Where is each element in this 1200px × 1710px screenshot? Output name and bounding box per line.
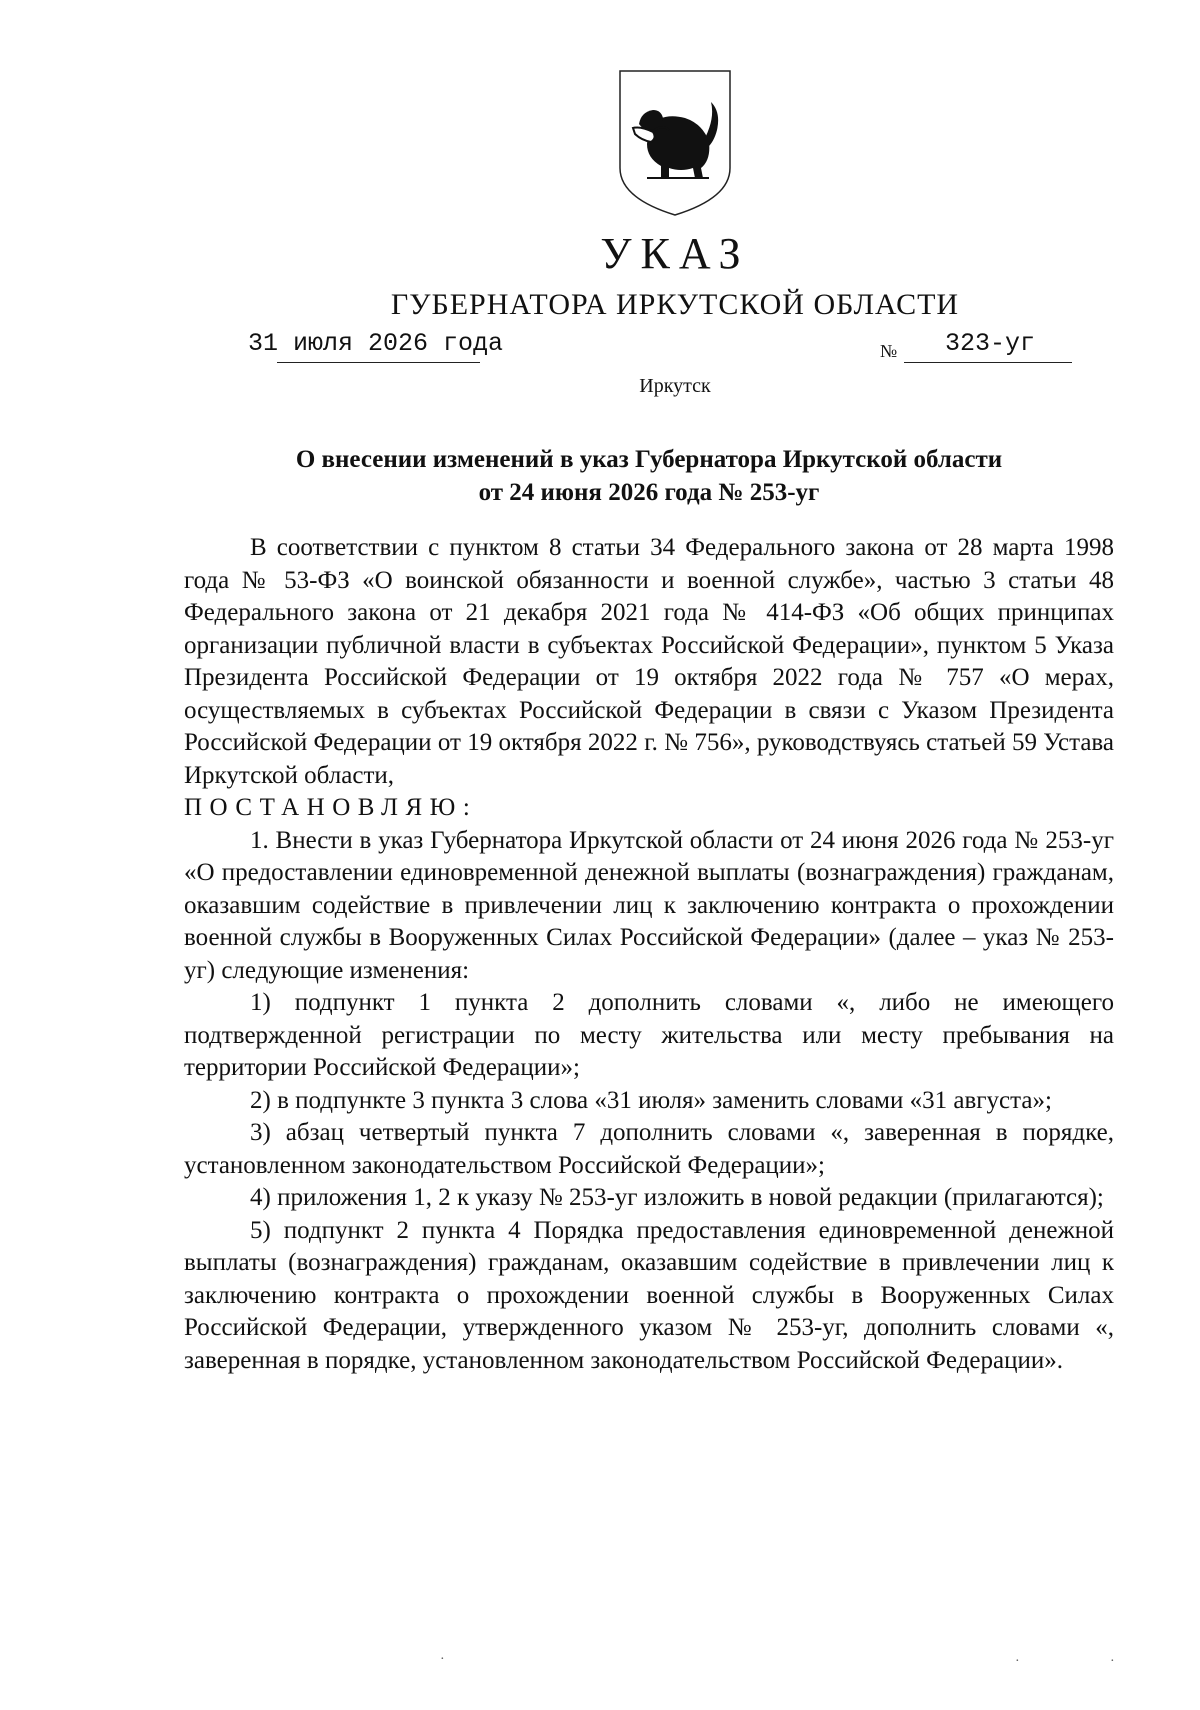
item-1-paragraph: 1. Внести в указ Губернатора Иркутской области от 24 июня 2026 года № 253-уг «О предоставлении единовременной денежной выплаты (вознаграждения) гражданам, оказавшим содействие в привлечении лиц к заключению контракта о прохождении военной службы в Вооруженных Силах Российской Федерации» (далее – указ № 253-уг) следующие изменения: xyxy=(184,826,1114,984)
decree-heading: УКАЗ xyxy=(600,229,750,278)
scan-speck: · xyxy=(440,1652,445,1667)
subitem-1-paragraph: 1) подпункт 1 пункта 2 дополнить словами «, либо не имеющего подтвержденной регистрации по месту жительства или месту пребывания на территории Российской Федерации»; xyxy=(184,989,1114,1081)
decree-date: 31 июля 2026 года xyxy=(248,329,504,358)
preamble-paragraph: В соответствии с пунктом 8 статьи 34 Федерального закона от 28 марта 1998 года № 53-ФЗ «О воинской обязанности и военной службе», частью 3 статьи 48 Федерального закона от 21 декабря 2021 года № 414-ФЗ «Об общих принципах организации публичной власти в субъектах Российской Федерации», пунктом 5 Указа Президента Российской Федерации от 19 октября 2022 года № 757 «О мерах, осуществляемых в субъектах Российской Федерации в связи с Указом Президента Российской Федерации от 19 октября 2022 г. № 756», руководствуясь статьей 59 Устава Иркутской области, xyxy=(184,534,1114,789)
date-underline xyxy=(277,362,480,363)
resolve-word: ПОСТАНОВЛЯЮ: xyxy=(184,794,478,821)
scan-speck: · xyxy=(1015,1654,1020,1669)
number-label: № xyxy=(880,341,898,361)
issuer-heading: ГУБЕРНАТОРА ИРКУТСКОЙ ОБЛАСТИ xyxy=(390,288,960,321)
document-body xyxy=(184,532,1114,1377)
number-underline xyxy=(904,362,1072,363)
decree-number: 323-уг xyxy=(945,329,1036,358)
subitem-2-paragraph: 2) в подпункте 3 пункта 3 слова «31 июля» заменить словами «31 августа»; xyxy=(250,1086,1052,1114)
subitem-3-paragraph: 3) абзац четвертый пункта 7 дополнить словами «, заверенная в порядке, установленном законодательством Российской Федерации»; xyxy=(184,1119,1114,1179)
irkutsk-coat-of-arms-icon xyxy=(617,68,733,218)
document-title-line-2: от 24 июня 2026 года № 253-уг xyxy=(478,479,820,506)
scan-speck: · xyxy=(1110,1654,1115,1669)
document-title-line-1: О внесении изменений в указ Губернатора Иркутской области xyxy=(295,446,1003,473)
document-title xyxy=(184,443,1114,509)
city-name: Иркутск xyxy=(639,375,711,397)
subitem-5-paragraph: 5) подпункт 2 пункта 4 Порядка предоставления единовременной денежной выплаты (вознаграждения) гражданам, оказавшим содействие в привлечении лиц к заключению контракта о прохождении военной службы в Вооруженных Силах Российской Федерации, утвержденного указом № 253-уг, дополнить словами «, заверенная в порядке, установленном законодательством Российской Федерации». xyxy=(184,1216,1114,1374)
subitem-4-paragraph: 4) приложения 1, 2 к указу № 253-уг изложить в новой редакции (прилагаются); xyxy=(250,1184,1104,1211)
